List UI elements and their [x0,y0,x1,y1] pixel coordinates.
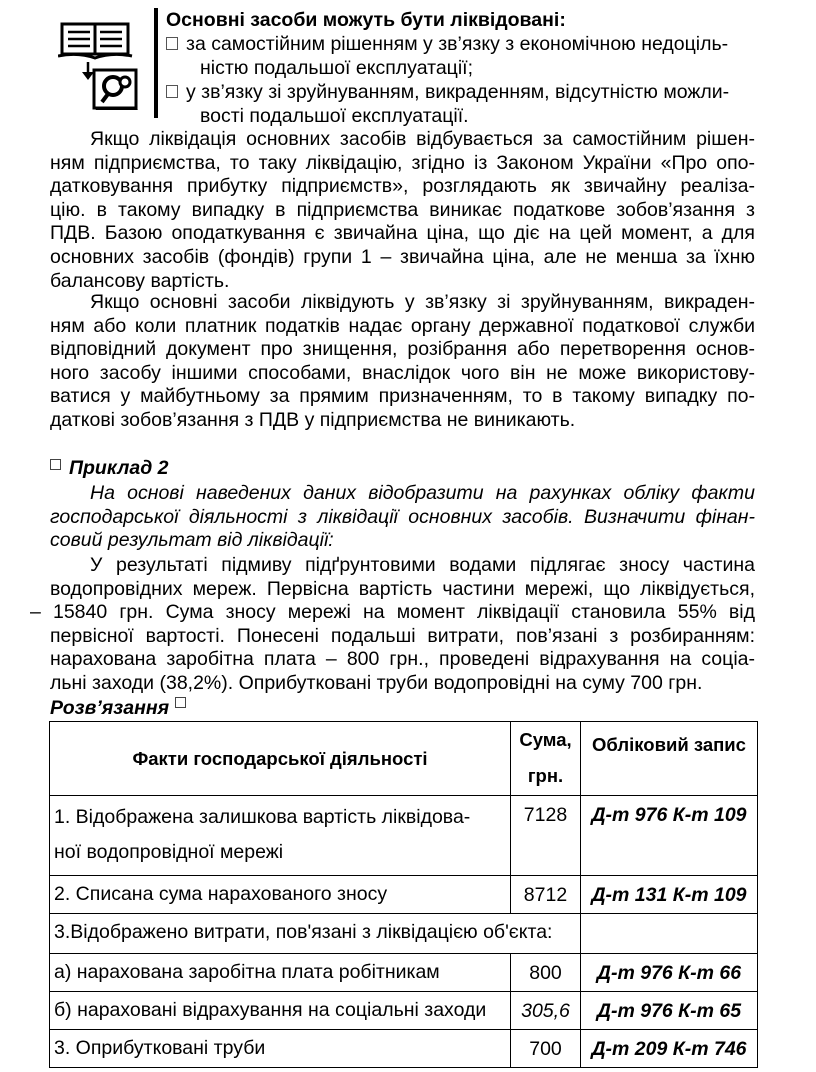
text-line: льні заходи (38,2%). Оприбутковані труби водопровідні на суму 700 грн. [50,671,703,694]
text-line: совий результат від ліквідації: [50,529,334,552]
text-line: ням або коли платник податків надає органу державної податкової служби [50,314,755,337]
record-cell: Д-т 131 К-т 109 [581,876,758,914]
text-line: – 15840 грн. Сума зносу мережі на момент ліквідації становила 55% від [30,601,755,624]
checkbox-bullet-icon [50,459,61,470]
record-cell: Д-т 976 К-т 109 [581,796,758,876]
text-line: Якщо основні засоби ліквідують у зв’язку зі зруйнуванням, викраден- [90,291,755,313]
bullet-item [166,80,766,128]
checkbox-bullet-icon [166,85,178,98]
checkbox-bullet-icon [166,37,178,50]
header-block [166,8,766,128]
text-line: основних засобів (фондів) групи 1 – звичайна ціна, але не менша за їхню [50,245,755,268]
sum-cell: 800 [511,954,581,992]
table-header-row [50,722,758,796]
bullet-line: за самостійним рішенням у зв’язку з економічною недоціль- [186,33,729,55]
fact-cell [50,796,511,876]
fact-cell: а) нарахована заробітна плата робітникам [50,954,511,992]
text-line: ного засобу іншими способами, внаслідок чого він не може використову- [50,361,755,384]
sum-cell: 305,6 [511,992,581,1030]
text-line: ПДВ. Базою оподаткування є звичайна ціна, що діє на цей момент, а для [50,222,755,245]
checkbox-bullet-icon [175,697,186,708]
text-line: цію. в такому випадку в підприємства виникає податкове зобов’язання з [50,198,755,221]
text-line: нарахована заробітна плата – 800 грн., проведені відрахування на соціа- [50,648,755,671]
sum-cell: 7128 [511,796,581,876]
text-line: Якщо ліквідація основних засобів відбувається за самостійним рішен- [90,128,755,150]
fact-cell: 3. Оприбутковані труби [50,1030,511,1068]
header-sum [511,722,581,796]
paragraph-liquidation-by-decision [50,128,755,293]
header-sum-line: Сума, [519,729,572,750]
solution-title: Розв’язання [50,697,170,719]
record-cell: Д-т 976 К-т 65 [581,992,758,1030]
example-task [50,482,755,553]
text-line: датковування прибутку підприємств», розглядають як звичайну реаліза- [50,175,755,198]
example-heading [50,457,169,480]
table-row [50,992,758,1030]
bullet-item [166,32,766,80]
text-line: водопровідних мереж. Первісна вартість частини мережі, що ліквідується, [50,577,755,600]
solution-heading [50,697,186,720]
header-sum-line: грн. [527,765,564,786]
text-line: ватися у майбутньому за прямим призначенням, то в такому випадку по- [50,385,755,408]
fact-cell: б) нараховані відрахування на соціальні заходи [50,992,511,1030]
table-row [50,1030,758,1068]
text-line: даткові зобов’язання з ПДВ у підприємства не виникають. [50,408,576,431]
table-row [50,876,758,914]
record-cell: Д-т 209 К-т 746 [581,1030,758,1068]
header-title: Основні засоби можуть бути ліквідовані: [166,9,566,31]
fact-line: 1. Відображена залишкова вартість ліквідова- [54,806,471,828]
text-line: первісної вартості. Понесені подальші витрати, пов’язані з розбиранням: [50,624,755,647]
bullet-line: вості подальшої експлуатації. [200,105,469,127]
record-cell: Д-т 976 К-т 66 [581,954,758,992]
text-line: відповідний документ про знищення, розібрання або перетворення основ- [50,338,755,361]
text-line: балансову вартість. [50,269,230,292]
text-line: ням підприємства, то таку ліквідацію, згідно із Законом України «Про опо- [50,151,755,174]
example-title: Приклад 2 [69,457,169,479]
sum-cell: 8712 [511,876,581,914]
bullet-line: у зв’язку зі зруйнуванням, викраденням, відсутністю можли- [186,81,730,103]
header-divider [154,8,158,118]
header-record: Обліковий запис [581,722,758,796]
sum-cell: 700 [511,1030,581,1068]
book-magnifier-icon [58,18,144,110]
fact-line: ної водопровідної мережі [54,841,284,863]
table-row [50,954,758,992]
solution-table [49,721,758,1068]
table-row [50,914,758,954]
bullet-line: ністю подальшої експлуатації; [200,57,474,79]
fact-cell: 2. Списана сума нарахованого зносу [50,876,511,914]
record-cell [581,914,758,954]
text-line: У результаті підмиву підґрунтовими водами підлягає зносу частина [90,554,755,576]
fact-cell: 3.Відображено витрати, пов'язані з ліквідацією об'єкта: [50,914,581,954]
text-line: господарської діяльності з ліквідації основних засобів. Визначити фінан- [50,505,755,528]
paragraph-liquidation-by-destruction [50,291,755,433]
header-fact: Факти господарської діяльності [50,722,511,796]
table-row [50,796,758,876]
example-body [30,554,755,696]
text-line: На основі наведених даних відобразити на рахунках обліку факти [90,482,755,504]
